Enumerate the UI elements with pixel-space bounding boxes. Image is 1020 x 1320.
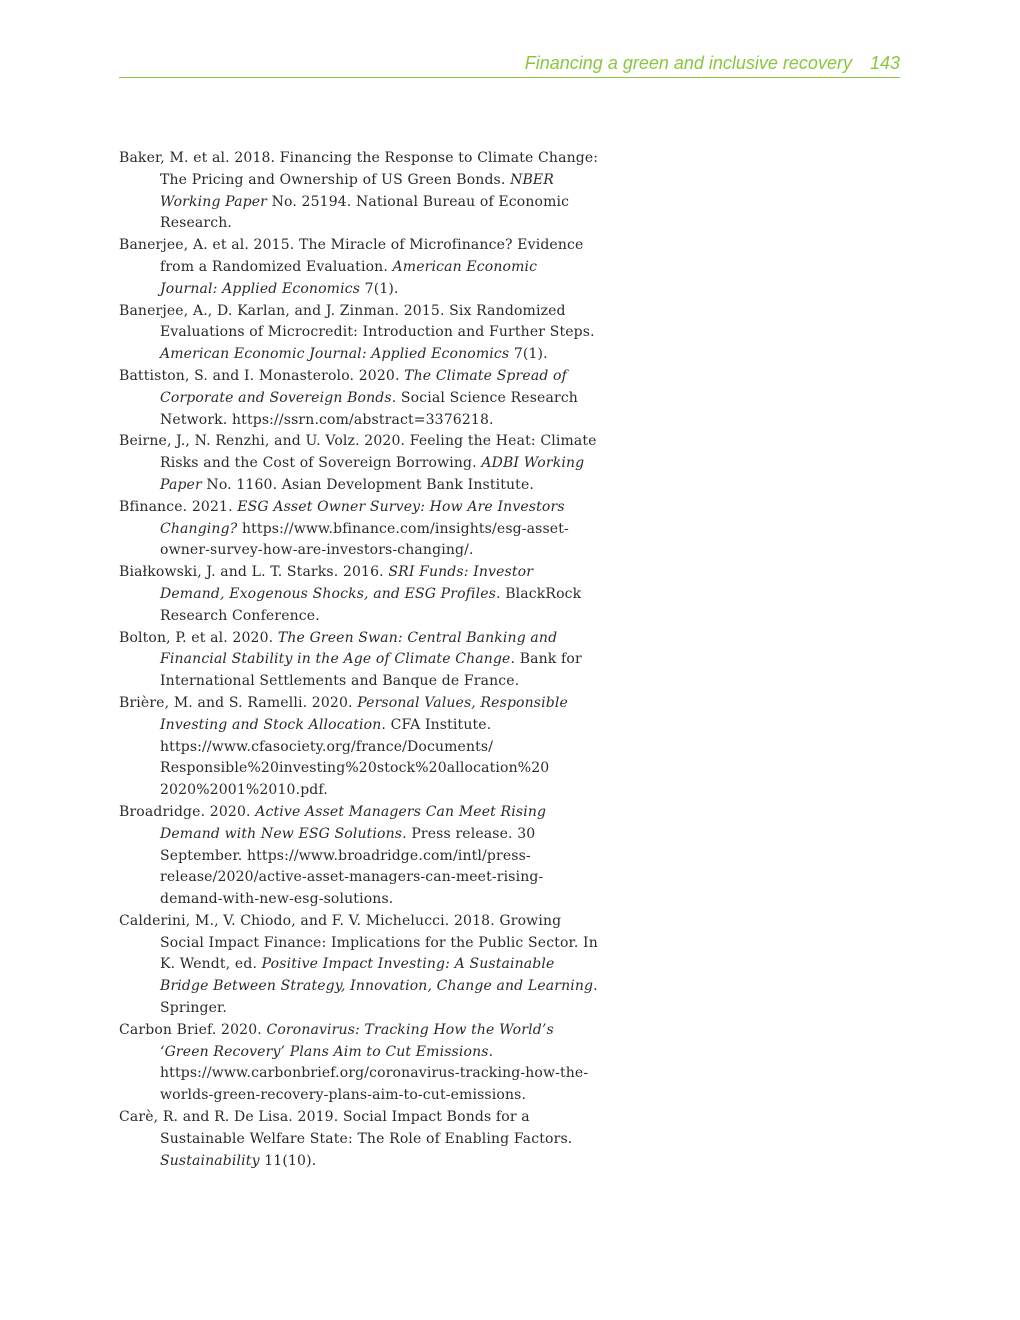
- reference-text: No. 1160. Asian Development Bank Institute.: [201, 476, 534, 493]
- reference-italic-title: Personal Values, Responsible Investing and Stock Allocation: [160, 694, 568, 733]
- reference-text: . Press release. 30 September. https://www.broadridge.com/intl/press-release/2020/active-asset-managers-can-meet-rising-demand-with-new-esg-solutions.: [160, 825, 544, 908]
- reference-entry: [119, 693, 599, 802]
- reference-italic-title: Positive Impact Investing: A Sustainable Bridge Between Strategy, Innovation, Change and Learning: [160, 956, 594, 995]
- reference-italic-title: The Green Swan: Central Banking and Financial Stability in the Age of Climate Change: [160, 629, 558, 668]
- reference-text: Banerjee, A. et al. 2015. The Miracle of Microfinance? Evidence from a Randomized Evaluation.: [119, 237, 584, 275]
- reference-text: Białkowski, J. and L. T. Starks. 2016.: [119, 564, 389, 581]
- reference-entry: [119, 301, 599, 366]
- reference-entry: [119, 911, 599, 1020]
- reference-text: Bolton, P. et al. 2020.: [119, 629, 278, 646]
- reference-entry: [119, 431, 599, 496]
- reference-text: Calderini, M., V. Chiodo, and F. V. Michelucci. 2018. Growing Social Impact Finance: Implications for the Public Sector. In K. Wendt, ed.: [119, 912, 598, 973]
- reference-italic-title: The Climate Spread of Corporate and Sovereign Bonds: [160, 367, 567, 406]
- reference-entry: [119, 562, 599, 627]
- reference-text: Bfinance. 2021.: [119, 498, 238, 515]
- reference-text: No. 25194. National Bureau of Economic Research.: [160, 193, 570, 232]
- header-title: Financing a green and inclusive recovery: [524, 53, 852, 73]
- reference-italic-title: ESG Asset Owner Survey: How Are Investors Changing?: [160, 498, 565, 537]
- reference-entry: [119, 235, 599, 300]
- reference-text: . CFA Institute. https://www.cfasociety.org/france/Documents/ Responsible%20investing%20stock%20allocation%20 2020%2001%2010.pdf.: [160, 716, 550, 799]
- reference-list: [119, 148, 599, 1172]
- reference-text: 11(10).: [259, 1152, 317, 1169]
- running-header: [119, 50, 900, 76]
- reference-text: . https://www.carbonbrief.org/coronavirus-tracking-how-the-worlds-green-recovery-plans-aim-to-cut-emissions.: [160, 1043, 589, 1104]
- reference-text: . Social Science Research Network. https://ssrn.com/abstract=3376218.: [160, 389, 578, 428]
- reference-text: Brière, M. and S. Ramelli. 2020.: [119, 694, 358, 711]
- reference-text: Battiston, S. and I. Monasterolo. 2020.: [119, 367, 405, 384]
- reference-text: Carè, R. and R. De Lisa. 2019. Social Impact Bonds for a Sustainable Welfare State: The Role of Enabling Factors.: [119, 1109, 573, 1147]
- reference-italic-title: ADBI Working Paper: [160, 455, 585, 493]
- reference-italic-title: Active Asset Managers Can Meet Rising Demand with New ESG Solutions: [160, 803, 547, 842]
- reference-entry: [119, 366, 599, 431]
- reference-text: Carbon Brief. 2020.: [119, 1021, 267, 1038]
- reference-italic-title: American Economic Journal: Applied Economics: [160, 346, 510, 363]
- reference-entry: [119, 628, 599, 693]
- reference-italic-title: American Economic Journal: Applied Economics: [160, 258, 538, 297]
- reference-text: Banerjee, A., D. Karlan, and J. Zinman. 2015. Six Randomized Evaluations of Microcredit: Introduction and Further Steps.: [119, 302, 595, 341]
- reference-italic-title: Coronavirus: Tracking How the World’s ‘Green Recovery’ Plans Aim to Cut Emissions: [160, 1021, 554, 1060]
- reference-italic-title: Sustainability: [160, 1152, 260, 1169]
- page-number: 143: [869, 53, 900, 73]
- reference-entry: [119, 148, 599, 235]
- reference-italic-title: NBER Working Paper: [160, 171, 554, 210]
- reference-text: Baker, M. et al. 2018. Financing the Response to Climate Change: The Pricing and Ownership of US Green Bonds.: [119, 150, 599, 188]
- reference-entry: [119, 1020, 599, 1107]
- reference-entry: [119, 802, 599, 911]
- header-divider: [119, 77, 900, 78]
- reference-italic-title: SRI Funds: Investor Demand, Exogenous Shocks, and ESG Profiles: [160, 564, 534, 602]
- reference-entry: [119, 1107, 599, 1172]
- reference-text: . Bank for International Settlements and Banque de France.: [160, 651, 582, 690]
- reference-text: . Springer.: [160, 978, 598, 1017]
- reference-text: 7(1).: [509, 346, 548, 363]
- reference-text: Beirne, J., N. Renzhi, and U. Volz. 2020. Feeling the Heat: Climate Risks and the Cost of Sovereign Borrowing.: [119, 433, 597, 472]
- reference-text: 7(1).: [360, 280, 399, 297]
- reference-text: https://www.bfinance.com/insights/esg-asset-owner-survey-how-are-investors-changing/.: [160, 520, 569, 559]
- reference-text: . BlackRock Research Conference.: [160, 585, 582, 624]
- reference-entry: [119, 497, 599, 562]
- reference-text: Broadridge. 2020.: [119, 803, 256, 820]
